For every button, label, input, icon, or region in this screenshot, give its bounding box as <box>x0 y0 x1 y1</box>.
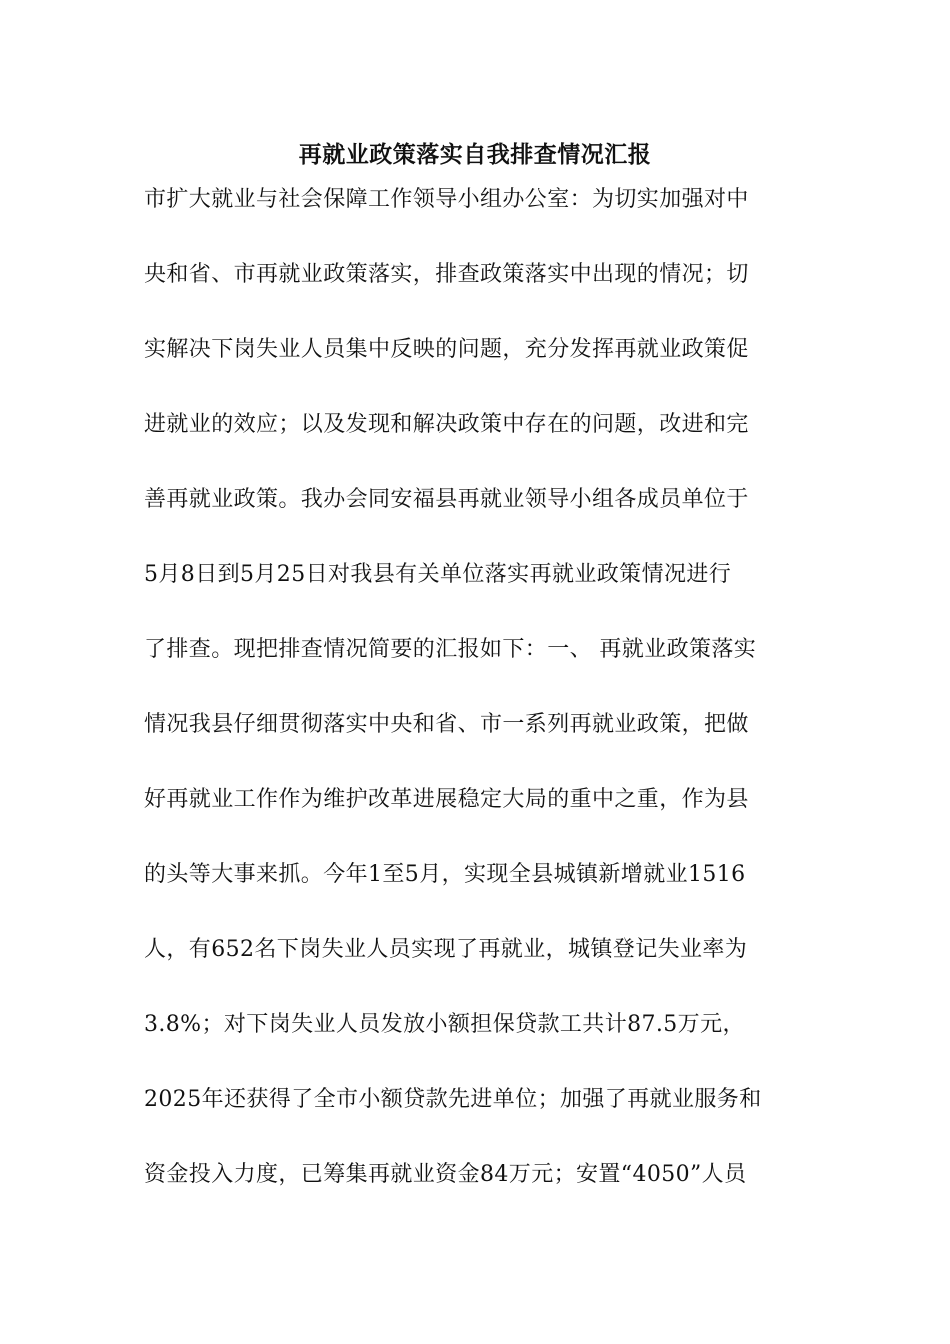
body-line: 好再就业工作作为维护改革进展稳定大局的重中之重，作为县 <box>144 787 749 812</box>
body-line: 实解决下岗失业人员集中反映的问题，充分发挥再就业政策促 <box>144 337 749 362</box>
body-line: 市扩大就业与社会保障工作领导小组办公室：为切实加强对中 <box>144 187 749 212</box>
body-line: 5月8日到5月25日对我县有关单位落实再就业政策情况进行 <box>144 562 732 587</box>
document-title: 再就业政策落实自我排查情况汇报 <box>298 141 652 168</box>
body-line: 的头等大事来抓。今年1至5月，实现全县城镇新增就业1516 <box>144 862 746 887</box>
body-line: 央和省、市再就业政策落实，排查政策落实中出现的情况；切 <box>144 262 749 287</box>
body-line: 了排查。现把排查情况简要的汇报如下：一、 再就业政策落实 <box>144 637 757 662</box>
body-line: 进就业的效应；以及发现和解决政策中存在的问题，改进和完 <box>144 412 749 437</box>
body-line: 2025年还获得了全市小额贷款先进单位；加强了再就业服务和 <box>144 1087 762 1112</box>
body-line: 资金投入力度，已筹集再就业资金84万元；安置“4050”人员 <box>144 1162 747 1187</box>
body-line: 3.8%；对下岗失业人员发放小额担保贷款工共计87.5万元， <box>144 1012 745 1037</box>
body-line: 情况我县仔细贯彻落实中央和省、市一系列再就业政策，把做 <box>144 712 749 737</box>
body-line: 人，有652名下岗失业人员实现了再就业，城镇登记失业率为 <box>144 937 748 962</box>
body-line: 善再就业政策。我办会同安福县再就业领导小组各成员单位于 <box>144 487 749 512</box>
